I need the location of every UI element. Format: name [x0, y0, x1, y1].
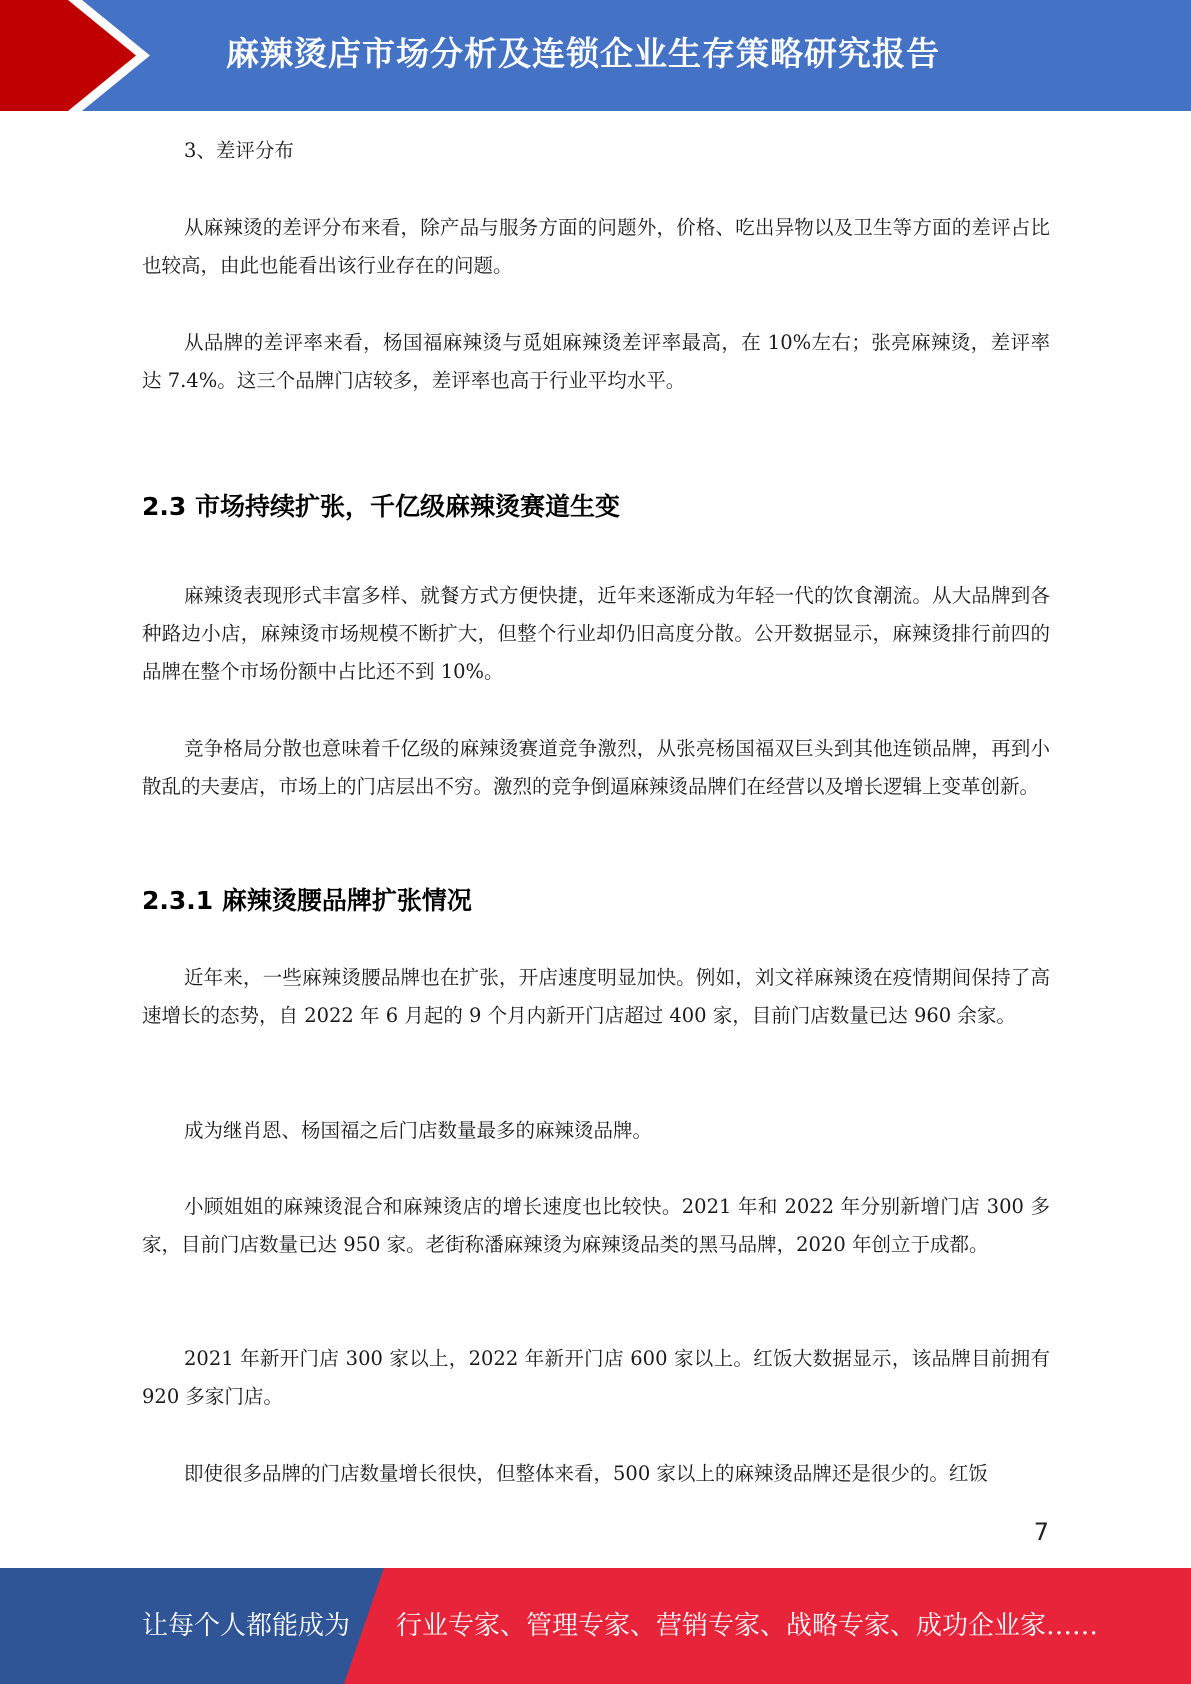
paragraph-market-expansion-1: 麻辣烫表现形式丰富多样、就餐方式方便快捷，近年来逐渐成为年轻一代的饮食潮流。从大品牌到各种路边小店，麻辣烫市场规模不断扩大，但整个行业却仍旧高度分散。公开数据显示，麻辣烫排行前四的品牌在整个市场份额中占比还不到 10%。 — [142, 584, 1050, 683]
report-title: 麻辣烫店市场分析及连锁企业生存策略研究报告 — [226, 34, 940, 73]
sub-heading-bad-review-distribution: 3、差评分布 — [184, 139, 294, 162]
paragraph-waist-brand-4: 2021 年新开门店 300 家以上，2022 年新开门店 600 家以上。红饭大数据显示，该品牌目前拥有 920 多家门店。 — [142, 1347, 1050, 1408]
section-heading-2-3: 2.3 市场持续扩张，千亿级麻辣烫赛道生变 — [142, 492, 620, 521]
page-footer — [0, 1568, 1191, 1684]
paragraph-waist-brand-5: 即使很多品牌的门店数量增长很快，但整体来看，500 家以上的麻辣烫品牌还是很少的。红饭 — [184, 1462, 988, 1485]
paragraph-waist-brand-1: 近年来，一些麻辣烫腰品牌也在扩张，开店速度明显加快。例如，刘文祥麻辣烫在疫情期间保持了高速增长的态势，自 2022 年 6 月起的 9 个月内新开门店超过 400 家，目前门店数量已达 960 余家。 — [142, 966, 1050, 1027]
paragraph-market-expansion-2: 竞争格局分散也意味着千亿级的麻辣烫赛道竞争激烈，从张亮杨国福双巨头到其他连锁品牌，再到小散乱的夫妻店，市场上的门店层出不穷。激烈的竞争倒逼麻辣烫品牌们在经营以及增长逻辑上变革创新。 — [142, 737, 1050, 798]
paragraph-waist-brand-3: 小顾姐姐的麻辣烫混合和麻辣烫店的增长速度也比较快。2021 年和 2022 年分别新增门店 300 多家，目前门店数量已达 950 家。老街称潘麻辣烫为麻辣烫品类的黑马品牌，2020 年创立于成都。 — [142, 1195, 1050, 1256]
section-heading-2-3-1: 2.3.1 麻辣烫腰品牌扩张情况 — [142, 886, 472, 915]
footer-slogan-right: 行业专家、管理专家、营销专家、战略专家、成功企业家…… — [396, 1611, 1099, 1641]
footer-slogan-left: 让每个人都能成为 — [142, 1611, 351, 1641]
page-number: 7 — [1033, 1518, 1049, 1546]
paragraph-brand-bad-review-rate: 从品牌的差评率来看，杨国福麻辣烫与觅姐麻辣烫差评率最高，在 10%左右；张亮麻辣烫，差评率达 7.4%。这三个品牌门店较多，差评率也高于行业平均水平。 — [142, 331, 1050, 392]
paragraph-waist-brand-2: 成为继肖恩、杨国福之后门店数量最多的麻辣烫品牌。 — [184, 1119, 653, 1142]
page-header — [0, 0, 1191, 111]
paragraph-bad-review-distribution: 从麻辣烫的差评分布来看，除产品与服务方面的问题外，价格、吃出异物以及卫生等方面的差评占比也较高，由此也能看出该行业存在的问题。 — [142, 216, 1050, 277]
header-arrow-decoration — [0, 0, 150, 111]
